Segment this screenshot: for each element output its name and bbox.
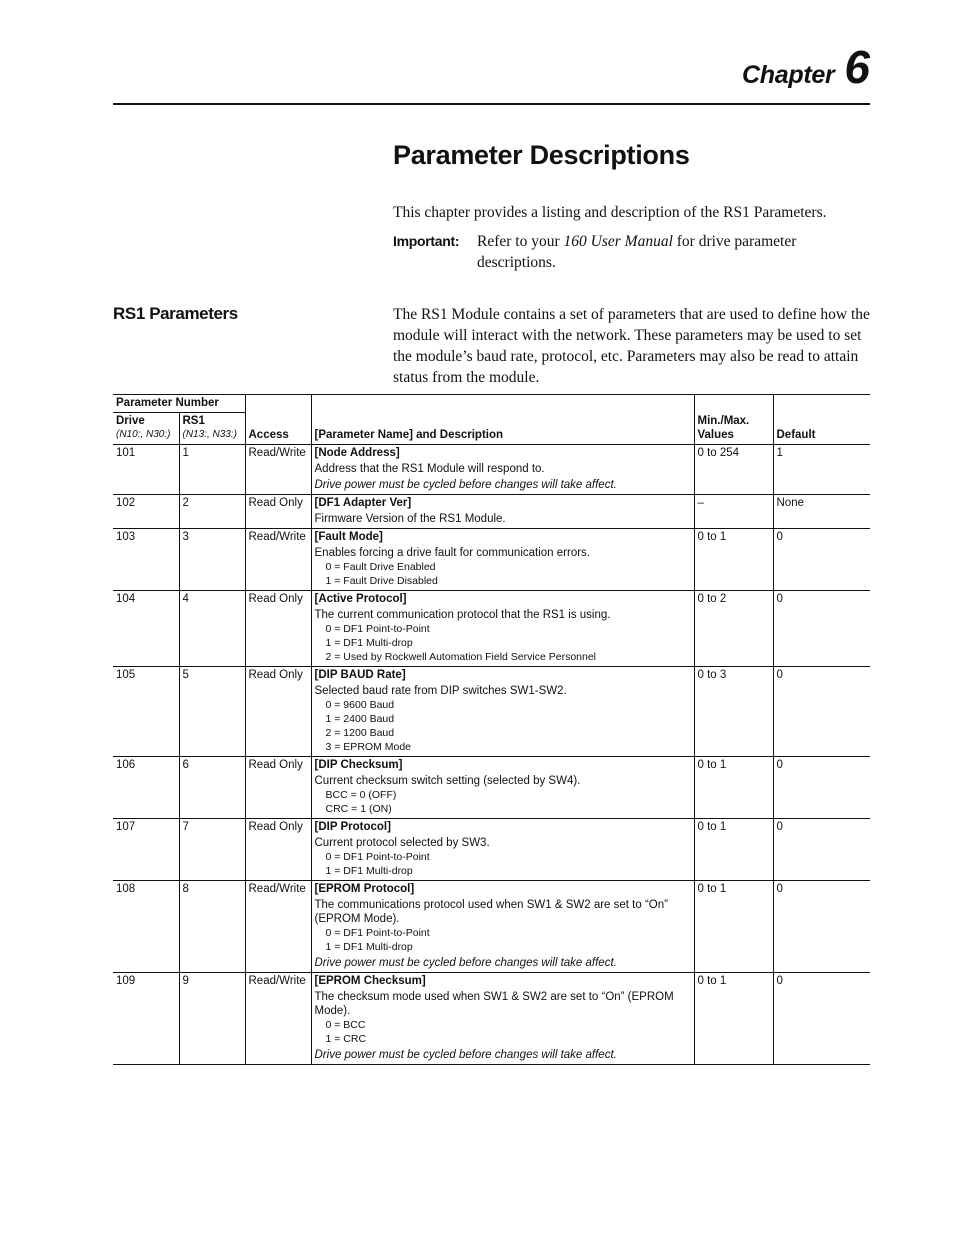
drive-header-sub: (N10:, N30:) [116, 429, 171, 440]
default-header: Default [773, 395, 870, 445]
default-value: 1 [773, 445, 870, 495]
default-value: 0 [773, 757, 870, 819]
param-option: 1 = DF1 Multi-drop [325, 941, 413, 953]
section-paragraph: The RS1 Module contains a set of parameters that are used to define how the module will interact with the network. These parameters may be used to set the module’s baud rate, protocol, etc. Parameters may also be read to attain status from the module. [393, 306, 870, 386]
param-description: The communications protocol used when SW1 & SW2 are set to “On” (EPROM Mode). [314, 899, 668, 925]
param-option: 1 = DF1 Multi-drop [325, 637, 413, 649]
param-description: Current protocol selected by SW3. [314, 837, 490, 849]
rs1-header: RS1 (N13:, N33:) [179, 413, 245, 445]
default-value: 0 [773, 819, 870, 881]
minmax-value: – [694, 495, 773, 529]
drive-number: 102 [113, 495, 179, 529]
param-option: 0 = DF1 Point-to-Point [325, 623, 430, 635]
param-option: 1 = 2400 Baud [325, 713, 395, 725]
param-option: 0 = 9600 Baud [325, 699, 395, 711]
access-value: Read/Write [245, 881, 311, 973]
param-description-cell [311, 819, 694, 881]
param-description: Current checksum switch setting (selected by SW4). [314, 775, 581, 787]
parameter-table-body [113, 445, 870, 1065]
param-option: 2 = Used by Rockwell Automation Field Service Personnel [325, 651, 597, 663]
minmax-value: 0 to 1 [694, 973, 773, 1065]
minmax-value: 0 to 1 [694, 757, 773, 819]
param-description-cell [311, 973, 694, 1065]
name-desc-header: [Parameter Name] and Description [311, 395, 694, 445]
param-description-cell [311, 881, 694, 973]
param-name: [Node Address] [314, 447, 400, 459]
param-note: Drive power must be cycled before changes will take affect. [314, 957, 617, 969]
param-option: 0 = DF1 Point-to-Point [325, 927, 430, 939]
param-description-cell [311, 667, 694, 757]
default-value: 0 [773, 667, 870, 757]
param-description: The current communication protocol that the RS1 is using. [314, 609, 611, 621]
access-value: Read Only [245, 819, 311, 881]
table-row [113, 445, 870, 495]
param-name: [Fault Mode] [314, 531, 383, 543]
param-name: [DIP Checksum] [314, 759, 403, 771]
access-header: Access [245, 395, 311, 445]
table-row [113, 881, 870, 973]
header-rule [113, 103, 870, 105]
chapter-number: 6 [844, 41, 870, 93]
parameter-table [113, 394, 870, 1065]
rs1-number: 2 [179, 495, 245, 529]
param-name: [DIP BAUD Rate] [314, 669, 406, 681]
table-row [113, 529, 870, 591]
rs1-number: 9 [179, 973, 245, 1065]
param-option: CRC = 1 (ON) [325, 803, 392, 815]
param-description-cell [311, 591, 694, 667]
param-option: 1 = CRC [325, 1033, 367, 1045]
param-option: 0 = BCC [325, 1019, 366, 1031]
drive-number: 107 [113, 819, 179, 881]
param-description: Selected baud rate from DIP switches SW1-SW2. [314, 685, 567, 697]
rs1-number: 6 [179, 757, 245, 819]
param-description-cell [311, 757, 694, 819]
param-name: [DF1 Adapter Ver] [314, 497, 412, 509]
access-value: Read Only [245, 495, 311, 529]
param-option: 0 = Fault Drive Enabled [325, 561, 436, 573]
param-option: BCC = 0 (OFF) [325, 789, 397, 801]
param-option: 3 = EPROM Mode [325, 741, 411, 753]
param-name: [Active Protocol] [314, 593, 407, 605]
minmax-value: 0 to 254 [694, 445, 773, 495]
default-value: 0 [773, 591, 870, 667]
drive-number: 105 [113, 667, 179, 757]
drive-number: 103 [113, 529, 179, 591]
rs1-number: 5 [179, 667, 245, 757]
param-option: 1 = DF1 Multi-drop [325, 865, 413, 877]
access-value: Read Only [245, 591, 311, 667]
minmax-value: 0 to 1 [694, 881, 773, 973]
param-description: Enables forcing a drive fault for communication errors. [314, 547, 590, 559]
rs1-header-sub: (N13:, N33:) [182, 429, 237, 440]
minmax-value: 0 to 1 [694, 819, 773, 881]
minmax-value: 0 to 1 [694, 529, 773, 591]
param-description-cell [311, 495, 694, 529]
param-description: Address that the RS1 Module will respond to. [314, 463, 545, 475]
important-note [393, 231, 873, 273]
rs1-number: 8 [179, 881, 245, 973]
page-title: Parameter Descriptions [393, 140, 690, 170]
table-row [113, 819, 870, 881]
access-value: Read/Write [245, 529, 311, 591]
param-note: Drive power must be cycled before changes will take affect. [314, 1049, 617, 1061]
table-row [113, 757, 870, 819]
rs1-number: 7 [179, 819, 245, 881]
param-name: [EPROM Protocol] [314, 883, 415, 895]
param-option: 1 = Fault Drive Disabled [325, 575, 438, 587]
rs1-number: 4 [179, 591, 245, 667]
param-note: Drive power must be cycled before changes will take affect. [314, 479, 617, 491]
rs1-number: 3 [179, 529, 245, 591]
param-description: The checksum mode used when SW1 & SW2 are set to “On” (EPROM Mode). [314, 991, 674, 1017]
default-value: 0 [773, 529, 870, 591]
manual-title: 160 User Manual [563, 233, 673, 250]
intro-paragraph: This chapter provides a listing and description of the RS1 Parameters. [393, 204, 827, 221]
rs1-number: 1 [179, 445, 245, 495]
table-row [113, 495, 870, 529]
table-row [113, 667, 870, 757]
access-value: Read Only [245, 667, 311, 757]
drive-number: 109 [113, 973, 179, 1065]
param-name: [DIP Protocol] [314, 821, 391, 833]
drive-number: 106 [113, 757, 179, 819]
param-description-cell [311, 529, 694, 591]
param-name: [EPROM Checksum] [314, 975, 426, 987]
default-value: None [773, 495, 870, 529]
minmax-value: 0 to 2 [694, 591, 773, 667]
param-description: Firmware Version of the RS1 Module. [314, 513, 506, 525]
param-option: 0 = DF1 Point-to-Point [325, 851, 430, 863]
drive-number: 104 [113, 591, 179, 667]
important-text: Refer to your 160 User Manual for drive parameter descriptions. [477, 233, 797, 271]
table-row [113, 973, 870, 1065]
drive-number: 101 [113, 445, 179, 495]
param-description-cell [311, 445, 694, 495]
chapter-heading [742, 41, 870, 93]
minmax-header: Min./Max. Values [694, 395, 773, 445]
default-value: 0 [773, 881, 870, 973]
drive-number: 108 [113, 881, 179, 973]
section-heading: RS1 Parameters [113, 304, 238, 323]
access-value: Read/Write [245, 445, 311, 495]
access-value: Read/Write [245, 973, 311, 1065]
drive-header: Drive (N10:, N30:) [113, 413, 179, 445]
param-option: 2 = 1200 Baud [325, 727, 395, 739]
param-number-header: Parameter Number [113, 395, 245, 413]
access-value: Read Only [245, 757, 311, 819]
important-label: Important: [393, 233, 460, 249]
table-row [113, 591, 870, 667]
chapter-label: Chapter [742, 61, 835, 89]
minmax-value: 0 to 3 [694, 667, 773, 757]
default-value: 0 [773, 973, 870, 1065]
